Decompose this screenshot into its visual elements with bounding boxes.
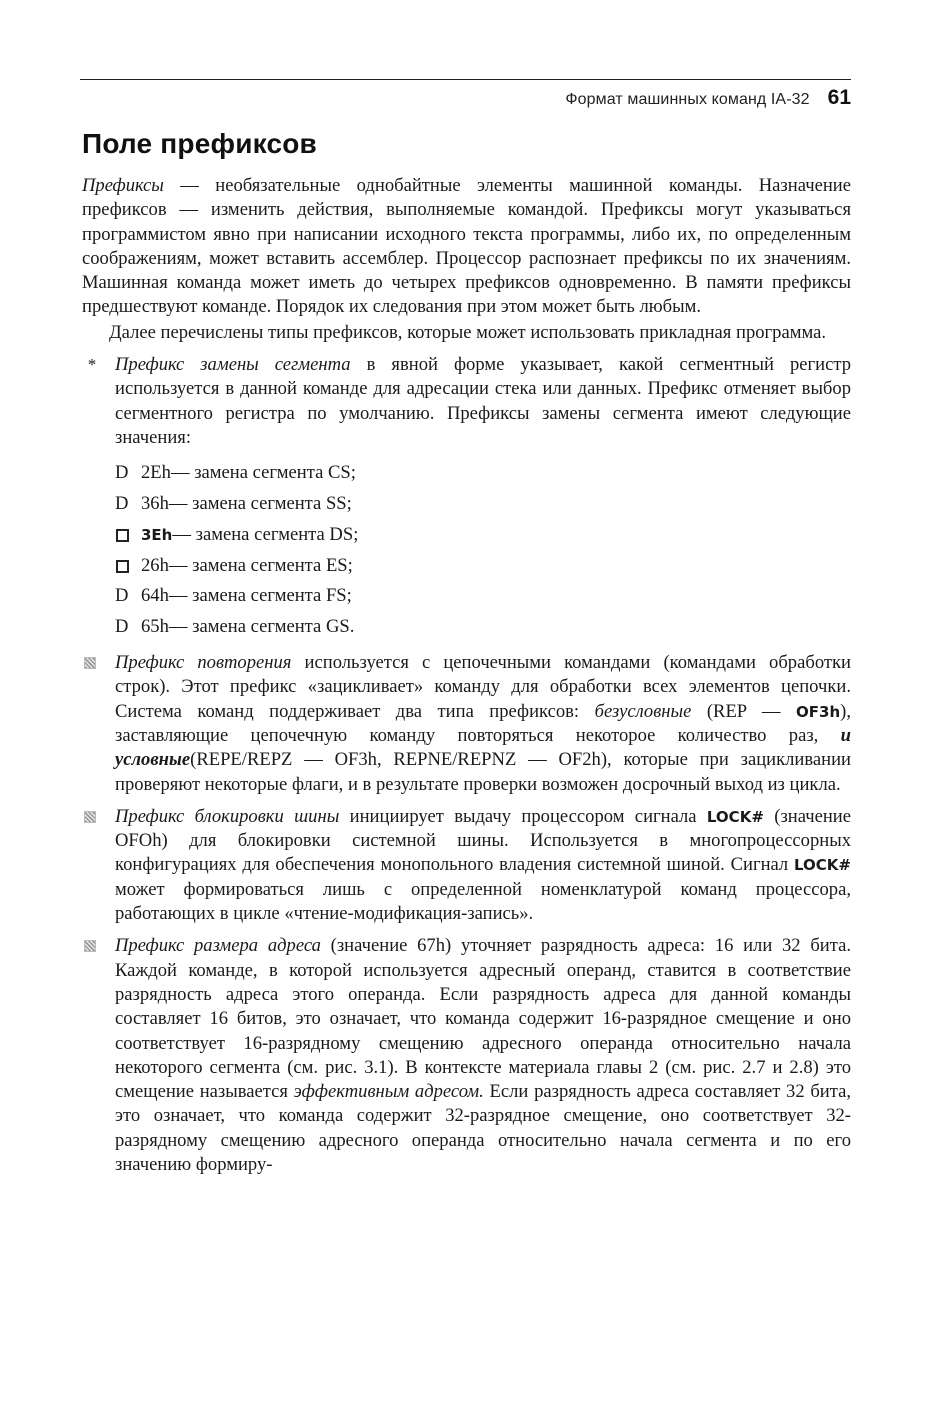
value-text: — замена сегмента GS. <box>168 616 355 638</box>
value-text: — замена сегмента DS; <box>172 523 359 545</box>
checkbox-square-icon <box>115 520 141 551</box>
page-number: 61 <box>827 86 851 109</box>
intro-term: Префиксы <box>82 175 164 196</box>
gray-square-bullet-icon <box>84 811 96 823</box>
d-marker-icon: D <box>115 616 129 638</box>
header-rule <box>80 79 851 80</box>
bullet-repeat-prefix <box>82 651 851 797</box>
lock-text-3: может формироваться лишь с определенной номенклатурой команд процессора, работающих в цикле «чтение-модификация-запись». <box>115 878 851 925</box>
repeat-code-1: OF3h <box>796 702 841 721</box>
lock-code-1: LOCK# <box>706 807 764 826</box>
list-item <box>115 581 851 612</box>
lock-text-1: инициирует выдачу процессором сигнала <box>339 805 707 827</box>
bullet-segment-prefix <box>82 353 851 450</box>
address-text-1: (значение 67h) уточняет разрядность адреса: 16 или 32 бита. Каждой команде, в которой используется адресный операнд, ставится в соответствие разрядность адреса этого операнда. Если разрядность адреса для данной команды составляет 16 битов, это означает, что команда содержит 16-разрядное смещение и оно соответствует 16-разрядному смещению адресного операнда относительно начала некоторого сегмента (см. рис. 3.1). В контексте материала главы 2 (см. рис. 2.7 и 2.8) это смещение называется <box>115 935 852 1103</box>
repeat-text-4: (REPE/REPZ — OF3h, REPNE/REPNZ — OF2h), которые при зацикливании проверяют некоторые флаги, и в результате проверки возможен досрочный выход из цикла. <box>115 749 851 795</box>
address-text-2: Если разрядность адреса составляет 32 бита, это означает, что команда содержит 32-разрядное смещение, оно соответствует 32-разрядному смещению адресного операнда относительно начала сегмента и по его значению формиру- <box>115 1081 851 1175</box>
address-term: Префикс размера адреса <box>115 935 321 957</box>
bullet-address-prefix <box>82 934 851 1177</box>
d-marker-icon: D <box>115 493 129 515</box>
gray-square-bullet-icon <box>84 940 96 952</box>
running-title: Формат машинных команд IA-32 <box>565 91 810 108</box>
repeat-italic-2: и условные <box>115 724 851 771</box>
running-head <box>80 86 851 116</box>
list-item <box>115 458 851 489</box>
lock-term: Префикс блокировки шины <box>115 805 340 827</box>
intro-text: — необязательные однобайтные элементы машинной команды. Назначение префиксов — изменить действия, выполняемые командой. Префиксы могут указываться программистом явно при написании исходного текста программы, либо их, по определенным соображениям, может вставить ассемблер. Процессор распознает префиксы по их значениям. Машинная команда может иметь до четырех префиксов одновременно. В памяти префиксы предшествуют команде. Порядок их следования при этом может быть любым. <box>82 175 851 318</box>
d-marker-icon: D <box>115 462 129 484</box>
page-body <box>82 174 851 1177</box>
repeat-text-3: ), заставляющие цепочечную команду повторяться некоторое количество раз, <box>115 700 851 746</box>
segment-term: Префикс замены сегмента <box>115 354 351 376</box>
value-code: 3Eh <box>141 525 173 544</box>
value-code: 26h <box>141 554 169 576</box>
repeat-text-2: (REP — <box>691 700 797 722</box>
intro-paragraph <box>82 174 851 320</box>
value-text: — замена сегмента CS; <box>170 462 356 484</box>
value-code: 2Eh <box>141 462 171 484</box>
value-code: 64h <box>141 585 169 607</box>
value-text: — замена сегмента FS; <box>168 585 352 607</box>
value-text: — замена сегмента SS; <box>168 493 352 515</box>
repeat-text-1: используется с цепочечными командами (командами обработки строк). Этот префикс «зацикливает» команду для обработки всех элементов цепочки. Система команд поддерживает два типа префиксов: <box>115 652 851 722</box>
address-italic-1: эффективным адресом. <box>293 1081 484 1103</box>
list-item <box>115 489 851 520</box>
repeat-italic-1: безусловные <box>594 700 692 722</box>
checkbox-square-icon <box>115 551 141 582</box>
value-code: 36h <box>141 493 169 515</box>
list-item <box>115 612 851 643</box>
asterisk-bullet-icon: * <box>87 355 97 375</box>
segment-text: в явной форме указывает, какой сегментный регистр используется в данной команде для адресации стека или данных. Префикс отменяет выбор сегментного регистра по умолчанию. Префиксы замены сегмента имеют следующие значения: <box>115 354 851 448</box>
lock-text-2: (значение OFOh) для блокировки системной шины. Используется в многопроцессорных конфигурациях для обеспечения монопольного владения системной шиной. Сигнал <box>115 805 851 876</box>
bullet-lock-prefix <box>82 805 851 926</box>
list-item <box>115 551 851 582</box>
repeat-term: Префикс повторения <box>115 652 292 674</box>
section-title: Поле префиксов <box>82 128 317 159</box>
value-text: — замена сегмента ES; <box>168 554 353 576</box>
lock-code-2: LOCK# <box>794 856 851 875</box>
d-marker-icon: D <box>115 585 129 607</box>
value-code: 65h <box>141 616 169 638</box>
gray-square-bullet-icon <box>84 657 96 669</box>
list-item <box>115 520 851 551</box>
segment-values-list <box>115 458 851 643</box>
intro-paragraph-2: Далее перечислены типы префиксов, которые может использовать прикладная программа. <box>109 321 827 343</box>
